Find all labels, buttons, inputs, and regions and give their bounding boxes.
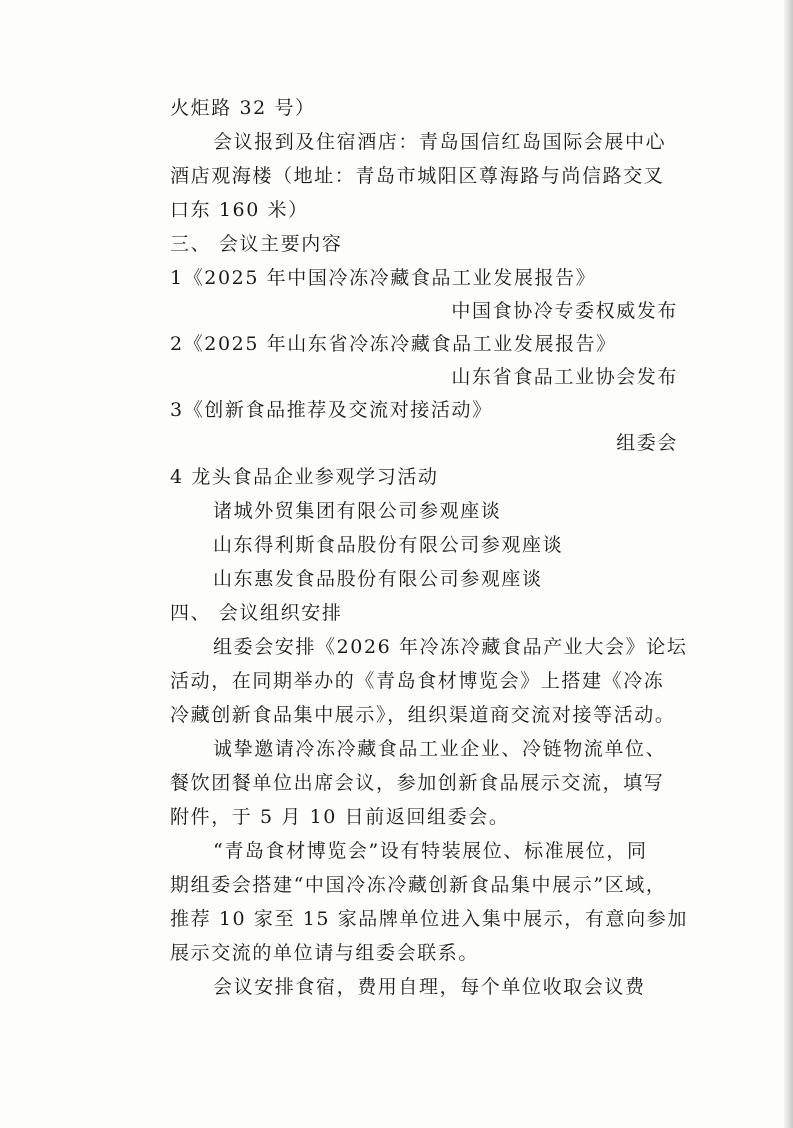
text-line: 期组委会搭建“中国冷冻冷藏创新食品集中展示”区域， xyxy=(170,874,667,896)
text-line: 口东 160 米） xyxy=(170,199,309,221)
text-line: 诚挚邀请冷冻冷藏食品工业企业、冷链物流单位、 xyxy=(213,738,667,760)
text-line: 山东得利斯食品股份有限公司参观座谈 xyxy=(213,534,564,556)
text-line: 3《创新食品推荐及交流对接活动》 xyxy=(170,399,493,421)
text-line: 会议报到及住宿酒店：青岛国信红岛国际会展中心 xyxy=(213,131,667,153)
text-line: 冷藏创新食品集中展示》，组织渠道商交流对接等活动。 xyxy=(170,704,676,726)
text-line: 组委会安排《2026 年冷冻冷藏食品产业大会》论坛 xyxy=(213,636,688,658)
text-line: 推荐 10 家至 15 家品牌单位进入集中展示，有意向参加 xyxy=(170,908,688,930)
text-line: 酒店观海楼（地址：青岛市城阳区尊海路与尚信路交叉 xyxy=(170,165,665,187)
text-line: “青岛食材博览会”设有特装展位、标准展位，同 xyxy=(213,840,648,862)
text-line: 中国食协冷专委权威发布 xyxy=(451,300,678,322)
text-line: 诸城外贸集团有限公司参观座谈 xyxy=(213,500,502,522)
text-line: 展示交流的单位请与组委会联系。 xyxy=(170,942,480,964)
page-edge-shadow xyxy=(784,0,793,1128)
text-line: 组委会 xyxy=(616,432,678,454)
text-line: 附件，于 5 月 10 日前返回组委会。 xyxy=(170,806,510,828)
text-line: 山东惠发食品股份有限公司参观座谈 xyxy=(213,568,543,590)
text-line: 2《2025 年山东省冷冻冷藏食品工业发展报告》 xyxy=(170,333,617,355)
section-heading: 三、 会议主要内容 xyxy=(170,233,343,255)
text-line: 会议安排食宿，费用自理，每个单位收取会议费 xyxy=(213,976,646,998)
text-line: 火炬路 32 号） xyxy=(170,97,316,119)
section-heading: 四、 会议组织安排 xyxy=(170,602,343,624)
text-line: 1《2025 年中国冷冻冷藏食品工业发展报告》 xyxy=(170,267,597,289)
text-line: 活动，在同期举办的《青岛食材博览会》上搭建《冷冻 xyxy=(170,670,665,692)
text-line: 餐饮团餐单位出席会议，参加创新食品展示交流，填写 xyxy=(170,772,665,794)
text-line: 4 龙头食品企业参观学习活动 xyxy=(170,466,439,488)
text-line: 山东省食品工业协会发布 xyxy=(451,366,678,388)
